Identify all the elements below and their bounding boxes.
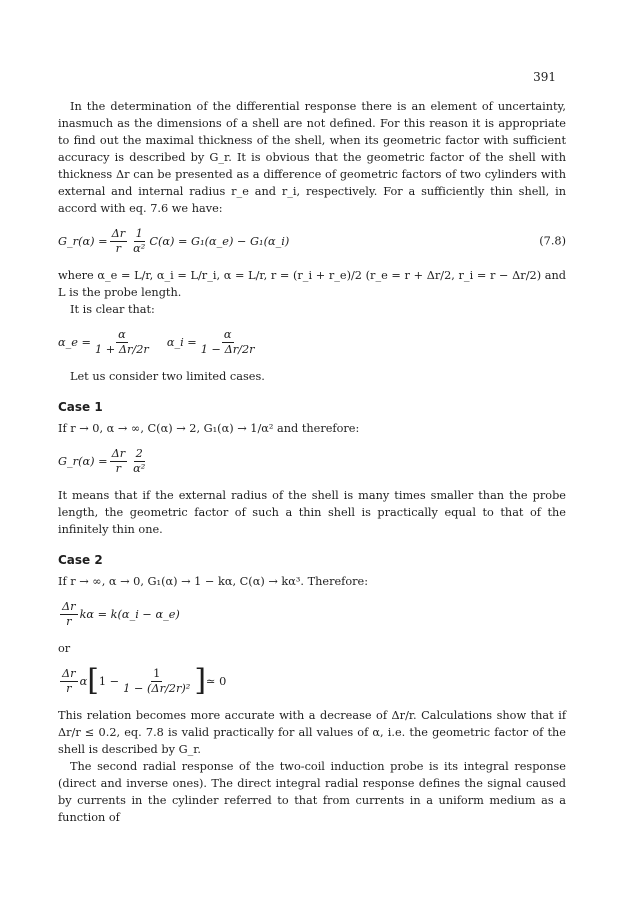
eq-term: α bbox=[79, 674, 88, 688]
case2-text2: The second radial response of the two-coil induction probe is its integral response (direct and inverse ones). The direct integral radial response defines the signal caused by currents in the cylinder referred to that from currents in a uniform medium as a function of bbox=[58, 760, 566, 824]
fraction: $\frac{\Delta r}{r}$ bbox=[111, 446, 126, 475]
eq-lhs: α_i = bbox=[166, 335, 197, 349]
heading-case-2: Case 2 bbox=[58, 553, 103, 567]
fraction: $\frac{\Delta r}{r}$ bbox=[62, 666, 76, 695]
left-bracket: [ bbox=[87, 663, 99, 698]
equation-number: (7.8) bbox=[539, 234, 566, 248]
eq-rhs: ≃ 0 bbox=[206, 674, 227, 688]
equation-case-2a bbox=[58, 596, 566, 632]
page-body bbox=[58, 98, 566, 826]
fraction: $\frac{\Delta r}{r}$ bbox=[62, 599, 76, 628]
eq-lhs: α_e = bbox=[58, 335, 92, 349]
paragraph-intro: In the determination of the differential response there is an element of uncertainty, inasmuch as the dimensions of a shell are not defined. For this reason it is appropriate to find out the maximal thickness of the shell, when its geometric factor with sufficient accuracy is described by G_r. It is obvious that the geometric factor of the shell with thickness Δr can be presented as a difference of geometric factors of two cylinders with external and internal radius r_e and r_i, respectively. For a sufficiently thin shell, in accord with eq. 7.6 we have: bbox=[58, 100, 566, 215]
paragraph-definitions: where α_e = L/r, α_i = L/r_i, α = L/r, r = (r_i + r_e)/2 (r_e = r + Δr/2, r_i = r − Δr/2) and L is the probe length. bbox=[58, 269, 566, 299]
fraction: $\frac{2}{\text{α²}}$ bbox=[133, 446, 146, 475]
paragraph-clear: It is clear that: bbox=[70, 303, 155, 316]
page-number: 391 bbox=[533, 70, 556, 84]
case2-intro: If r → ∞, α → 0, G₁(α) → 1 − kα, C(α) → kα³. Therefore: bbox=[58, 575, 369, 588]
eq-lhs: G_r(α) = bbox=[58, 454, 108, 468]
heading-case-1: Case 1 bbox=[58, 400, 103, 414]
equation-case-2b bbox=[58, 663, 566, 699]
equation-alpha-e-i bbox=[58, 324, 566, 360]
eq-lhs: G_r(α) = bbox=[58, 234, 108, 248]
equation-case-1 bbox=[58, 443, 566, 479]
eq-term: 1 − bbox=[98, 674, 120, 688]
fraction: $\frac{\alpha}{1 - \Delta r/2r}$ bbox=[200, 327, 255, 356]
fraction: $\frac{1}{\text{1 − (Δr/2r)²}}$ bbox=[123, 666, 191, 695]
case1-text: It means that if the external radius of the shell is many times smaller than the probe length, the geometric factor of such a thin shell is practically equal to that of the infinitely thin one. bbox=[58, 489, 566, 536]
fraction: $\frac{\Delta r}{r}$ bbox=[111, 226, 126, 255]
equation-7-8 bbox=[58, 223, 566, 259]
fraction: $\frac{1}{\text{α²}}$ bbox=[133, 226, 146, 255]
paragraph-cases: Let us consider two limited cases. bbox=[70, 370, 265, 383]
case2-text1: This relation becomes more accurate with a decrease of Δr/r. Calculations show that if Δr/r ≤ 0.2, eq. 7.8 is valid practically for all values of α, i.e. the geometric factor of the shell is described by G_r. bbox=[58, 709, 566, 756]
case2-or: or bbox=[58, 642, 71, 655]
right-bracket: ] bbox=[194, 663, 207, 698]
fraction: $\frac{\alpha}{1 + \Delta r/2r}$ bbox=[95, 327, 149, 356]
eq-rhs: kα = k(α_i − α_e) bbox=[79, 607, 180, 621]
eq-rhs: C(α) = G₁(α_e) − G₁(α_i) bbox=[149, 234, 290, 248]
case1-intro: If r → 0, α → ∞, C(α) → 2, G₁(α) → 1/α² and therefore: bbox=[58, 422, 360, 435]
